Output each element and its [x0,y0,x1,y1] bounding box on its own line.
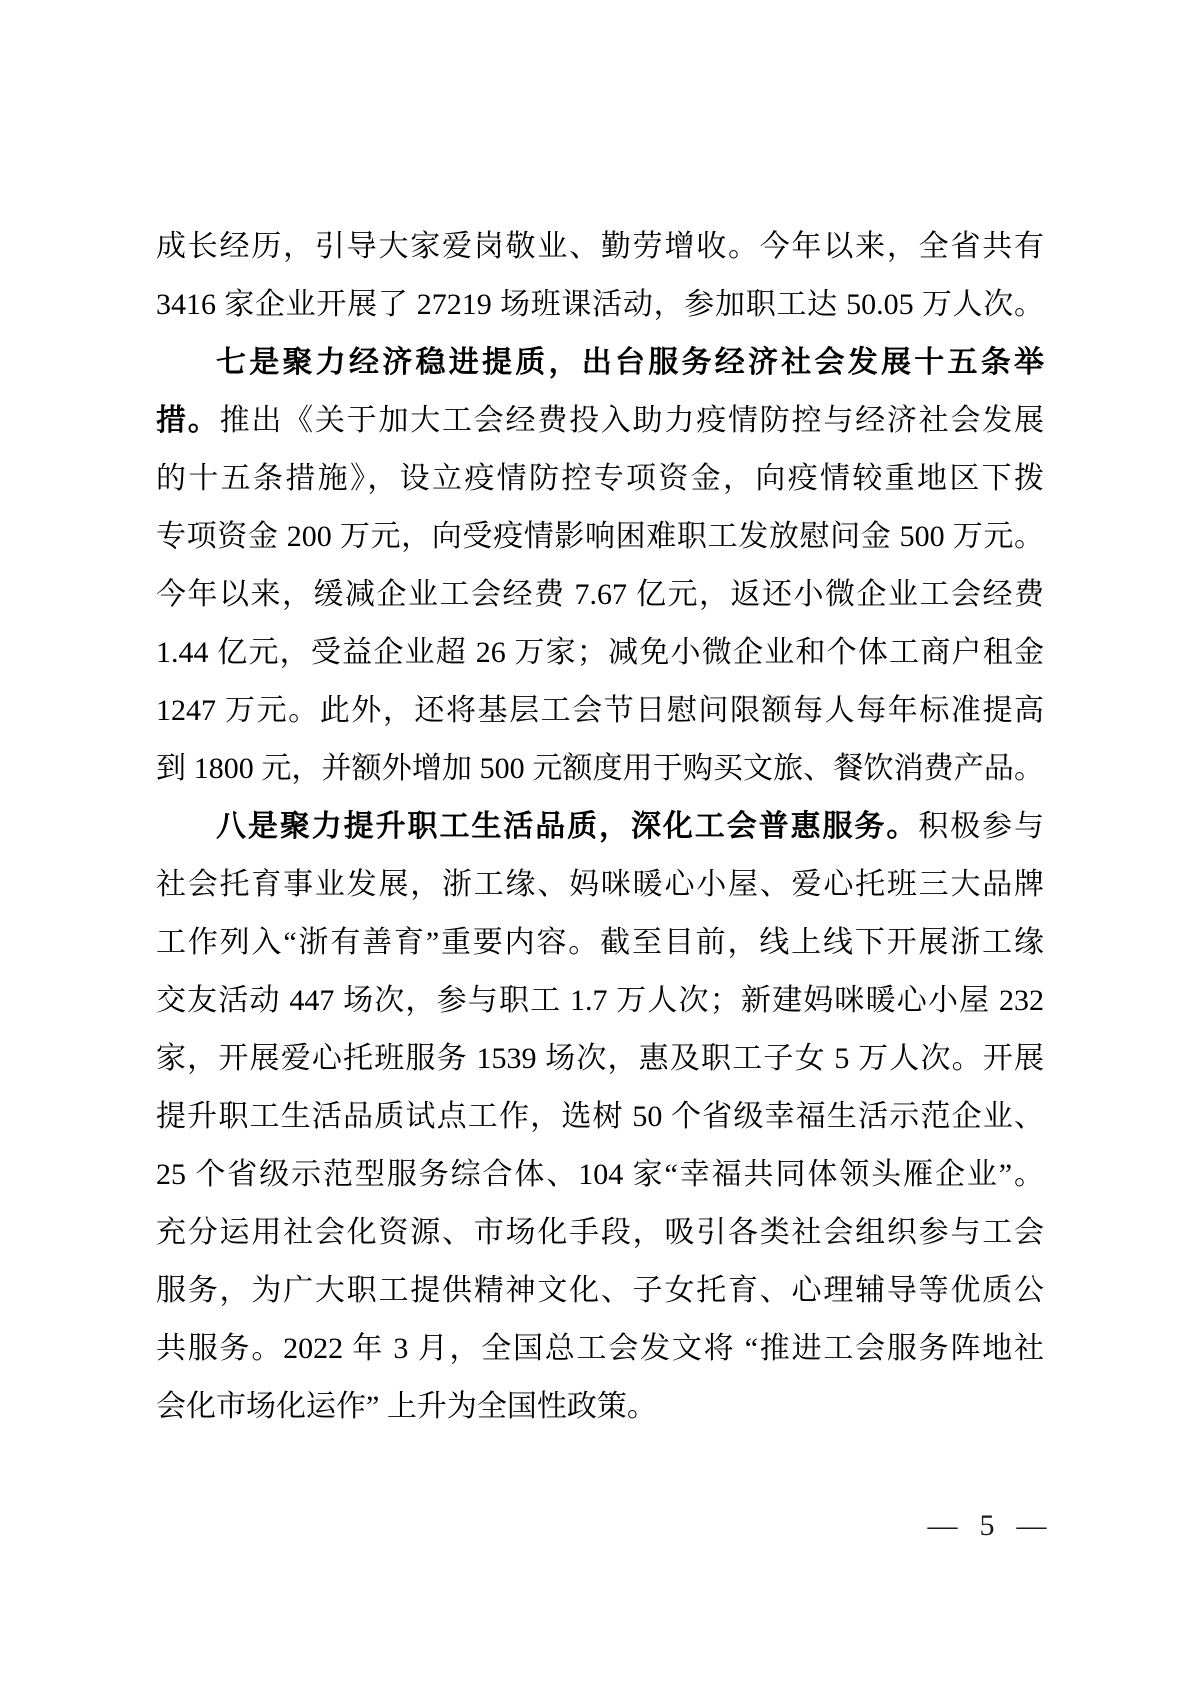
text-segment: 提升职工生活品质试点工作，选树 50 个省级幸福生活示范企业、 [156,1100,1044,1133]
text-line [156,218,1044,276]
body-text-block [156,218,1044,1436]
text-segment: 工作列入“浙有善育”重要内容。截至目前，线上线下开展浙工缘 [156,926,1044,959]
text-line [156,334,1044,392]
text-line [156,624,1044,682]
bold-text-segment: 措。 [156,404,220,437]
text-line [156,1320,1044,1378]
text-line [156,1262,1044,1320]
text-segment: 3416 家企业开展了 27219 场班课活动，参加职工达 50.05 万人次。 [156,288,1044,321]
text-line [156,682,1044,740]
text-line [156,450,1044,508]
bold-text-segment: 八是聚力提升职工生活品质，深化工会普惠服务。 [216,810,919,843]
text-segment: 专项资金 200 万元，向受疫情影响困难职工发放慰问金 500 万元。 [156,520,1044,553]
text-segment: 社会托育事业发展，浙工缘、妈咪暖心小屋、爱心托班三大品牌 [156,868,1044,901]
text-line [156,798,1044,856]
text-line [156,914,1044,972]
text-line [156,1378,1044,1436]
page-number-value: 5 [979,1509,995,1542]
text-segment: 家，开展爱心托班服务 1539 场次，惠及职工子女 5 万人次。开展 [156,1042,1044,1075]
text-segment: 推出《关于加大工会经费投入助力疫情防控与经济社会发展 [219,404,1044,437]
text-line [156,1030,1044,1088]
text-line [156,508,1044,566]
page-number-dash-left: — [927,1509,958,1542]
text-line [156,856,1044,914]
text-segment: 服务，为广大职工提供精神文化、子女托育、心理辅导等优质公 [156,1274,1044,1307]
text-segment: 交友活动 447 场次，参与职工 1.7 万人次；新建妈咪暖心小屋 232 [156,984,1044,1017]
bold-text-segment: 七是聚力经济稳进提质，出台服务经济社会发展十五条举 [216,346,1044,379]
text-segment: 积极参与 [918,810,1044,843]
text-line [156,276,1044,334]
text-segment: 共服务。2022 年 3 月，全国总工会发文将 “推进工会服务阵地社 [156,1332,1044,1365]
text-line [156,1088,1044,1146]
text-line [156,566,1044,624]
text-segment: 1.44 亿元，受益企业超 26 万家；减免小微企业和个体工商户租金 [156,636,1044,669]
text-line [156,392,1044,450]
text-segment: 1247 万元。此外，还将基层工会节日慰问限额每人每年标准提高 [156,694,1044,727]
text-segment: 到 1800 元，并额外增加 500 元额度用于购买文旅、餐饮消费产品。 [156,752,1044,785]
text-line [156,740,1044,798]
text-line [156,1146,1044,1204]
text-segment: 成长经历，引导大家爱岗敬业、勤劳增收。今年以来，全省共有 [156,230,1044,263]
text-segment: 充分运用社会化资源、市场化手段，吸引各类社会组织参与工会 [156,1216,1044,1249]
text-segment: 会化市场化运作” 上升为全国性政策。 [156,1390,657,1423]
text-line [156,972,1044,1030]
page-number [887,1505,1087,1547]
text-segment: 今年以来，缓减企业工会经费 7.67 亿元，返还小微企业工会经费 [156,578,1044,611]
page-number-dash-right: — [1016,1509,1047,1542]
text-line [156,1204,1044,1262]
text-segment: 的十五条措施》，设立疫情防控专项资金，向疫情较重地区下拨 [156,462,1044,495]
text-segment: 25 个省级示范型服务综合体、104 家“幸福共同体领头雁企业”。 [156,1158,1044,1191]
